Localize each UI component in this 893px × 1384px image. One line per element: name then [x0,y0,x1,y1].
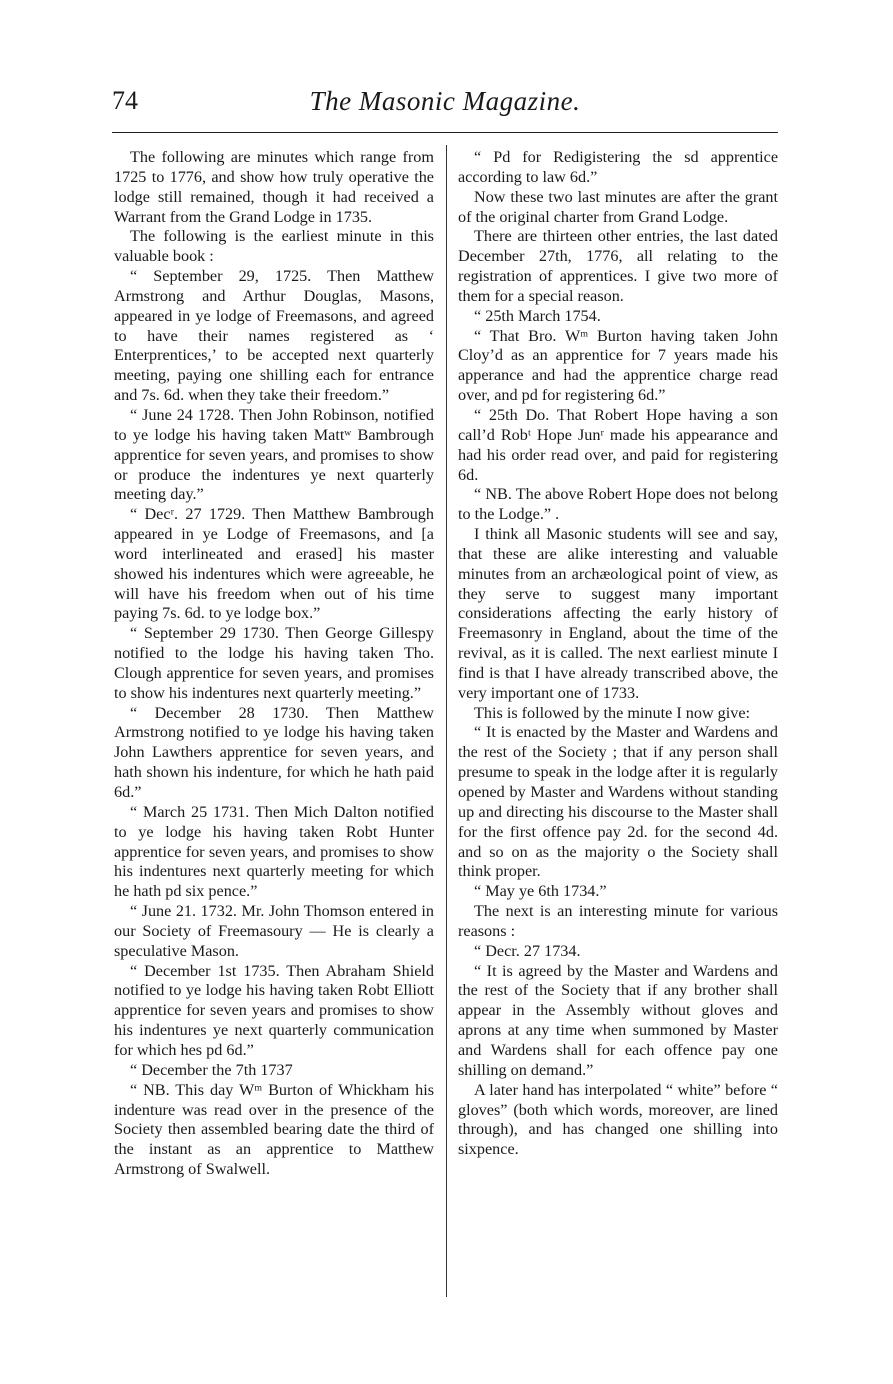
header-rule [112,132,778,133]
paragraph: “ Decr. 27 1734. [474,941,581,960]
paragraph: “ 25th Do. That Robert Hope having a son call’d Robᵗ Hope Junʳ made his appearance and had his order read over, and paid for registering 6d. [458,405,778,484]
paragraph: “ December the 7th 1737 [130,1060,293,1079]
paragraph: A later hand has interpolated “ white” before “ gloves” (both which words, moreover, are lined through), and has changed one shilling into sixpence. [458,1080,778,1159]
paragraph: There are thirteen other entries, the last dated December 27th, 1776, all relating to the registration of apprentices. I give two more of them for a special reason. [458,227,778,305]
paragraph: “ June 21. 1732. Mr. John Thomson entered in our Society of Freemasoury — He is clearly a speculative Mason. [114,902,434,960]
paragraph: The following is the earliest minute in this valuable book : [114,227,434,266]
paragraph: The following are minutes which range from 1725 to 1776, and show how truly operative the lodge still remained, though it had received a Warrant from the Grand Lodge in 1735. [114,148,434,226]
running-title: The Masonic Magazine. [309,86,581,116]
right-column [458,148,778,1160]
paragraph: “ December 28 1730. Then Matthew Armstrong notified to ye lodge his having taken John Lawthers apprentice for seven years, and hath shown his indenture, for which he hath paid 6d.” [114,703,434,801]
paragraph: “ May ye 6th 1734.” [474,882,607,901]
paragraph: Now these two last minutes are after the grant of the original charter from Grand Lodge. [458,187,778,226]
paragraph: “ That Bro. Wᵐ Burton having taken John Cloy’d as an apprentice for 7 years made his apperance and had the apprentice charge read over, and pd for registering 6d.” [458,326,778,405]
left-column [114,148,434,1180]
column-divider [446,145,447,1297]
paragraph: “ NB. The above Robert Hope does not belong to the Lodge.” . [458,485,778,524]
paragraph: This is followed by the minute I now give: [474,703,751,722]
paragraph: “ September 29, 1725. Then Matthew Armstrong and Arthur Douglas, Masons, appeared in ye lodge of Freemasons, and agreed to have their names registered as ‘ Enterprentices,’ to be accepted next quarterly meeting, paying one shilling each for entrance and 7s. 6d. when they take their freedom.” [114,267,434,405]
paragraph: “ March 25 1731. Then Mich Dalton notified to ye lodge his having taken Robt Hunter apprentice for seven years, and promises to show his indentures next quarterly meeting for which he hath pd six pence.” [114,802,434,901]
paragraph: “ Pd for Redigistering the sd apprentice according to law 6d.” [458,148,778,186]
paragraph: “ Decʳ. 27 1729. Then Matthew Bambrough appeared in ye Lodge of Freemasons, and [a word interlineated and erased] his master showed his indentures which were agreeable, he will have his freedom when out of his time paying 7s. 6d. to ye lodge box.” [114,505,434,623]
paragraph: “ NB. This day Wᵐ Burton of Whickham his indenture was read over in the presence of the Society then assembled bearing date the third of the instant as an apprentice to Matthew Armstrong of Swalwell. [114,1080,434,1179]
page-number: 74 [112,86,138,115]
paragraph: The next is an interesting minute for various reasons : [458,902,778,940]
paragraph: “ September 29 1730. Then George Gillespy notified to the lodge his having taken Tho. Clough apprentice for seven years, and promises to show his indentures next quarterly meeting.” [114,624,434,702]
paragraph: “ It is agreed by the Master and Wardens and the rest of the Society that if any brother shall appear in the Assembly without gloves and aprons at any time when summoned by Master and Wardens shall for each offence pay one shilling on demand.” [458,961,778,1079]
paragraph: “ It is enacted by the Master and Wardens and the rest of the Society ; that if any person shall presume to speak in the lodge after it is regularly opened by Master and Wardens without standing up and directing his discourse to the Master shall for the first offence pay 2d. for the second 4d. and so on as the majority o the Society shall think proper. [458,723,778,881]
paragraph: I think all Masonic students will see and say, that these are alike interesting and valuable minutes from an archæological point of view, as they serve to suggest many important considerations affecting the early history of Freemasonry in England, about the time of the revival, as it is called. The next earliest minute I find is that I have already transcribed above, the very important one of 1733. [458,525,778,702]
paragraph: “ 25th March 1754. [474,306,601,325]
paragraph: “ June 24 1728. Then John Robinson, notified to ye lodge his having taken Mattʷ Bambrough apprentice for seven years, and promises to show or produce the indentures ye next quarterly meeting day.” [114,405,434,504]
page-header [112,86,778,126]
paragraph: “ December 1st 1735. Then Abraham Shield notified to ye lodge his having taken Robt Elliott apprentice for seven years and promises to show his indentures ye next quarterly communication for which hes pd 6d.” [114,961,434,1059]
